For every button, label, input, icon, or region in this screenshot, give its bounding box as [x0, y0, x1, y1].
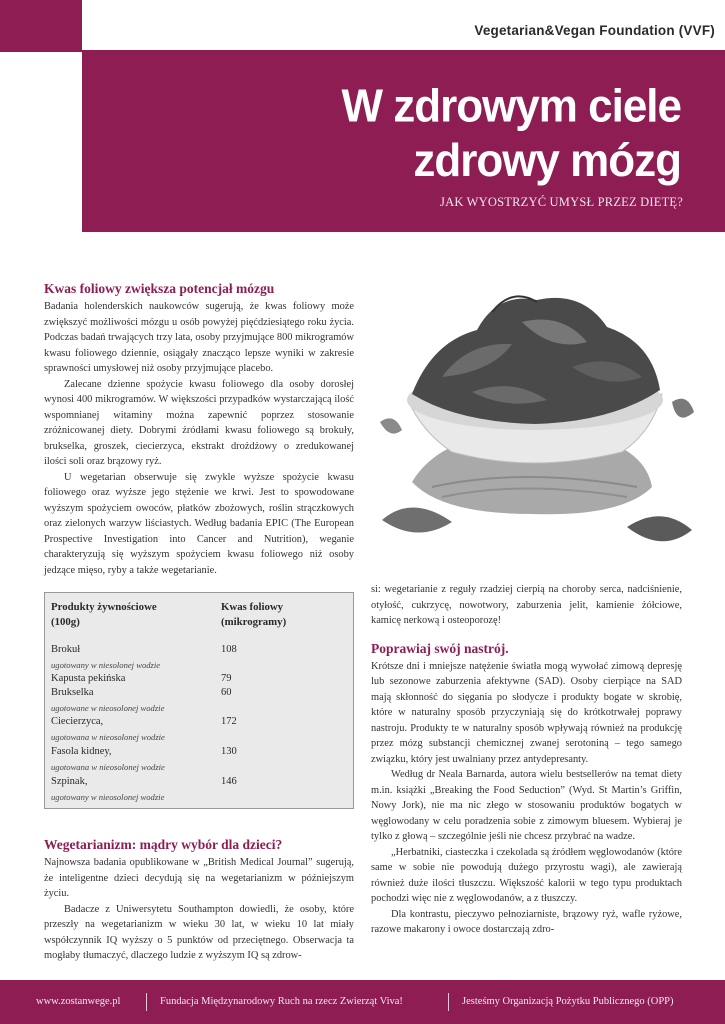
corner-block	[0, 0, 82, 52]
page-title	[341, 79, 681, 188]
table-row-note: ugotowana w nieosolonej wodzie	[51, 762, 165, 772]
table-header-products-line1: Produkty żywnościowe	[51, 601, 157, 613]
folic-acid-table	[44, 592, 354, 809]
spinach-bowl-illustration	[372, 282, 694, 578]
mood-paragraph-2: Według dr Neala Barnarda, autora wielu bestsellerów na temat diety m.in. książki „Breaking the Food Seduction” (Wyd. St Martin’s Griffin, Nowy Jork), nie ma nic złego w stosowaniu produktów bogatych w węglowodany w celu poradzenia sobie z zimowym bluesem. Wybieraj je tylko z głową – szczególnie jeśli nie chcesz przybrać na wadze.	[371, 769, 682, 842]
table-row-name: Kapusta pekińska	[51, 673, 126, 684]
table-header-products-line2: (100g)	[51, 616, 80, 628]
table-header-folic-line1: Kwas foliowy	[221, 601, 284, 613]
folic-acid-section	[44, 281, 354, 578]
footer-opp: Jesteśmy Organizacją Pożytku Publicznego (OPP)	[462, 996, 674, 1007]
table-row-value: 108	[221, 644, 237, 655]
title-banner	[82, 52, 725, 232]
table-header-products	[51, 600, 157, 630]
table-row-note: ugotowany w niesolonej wodzie	[51, 660, 161, 670]
continued-paragraph: si: wegetarianie z reguły rzadziej cierpią na choroby serca, nadciśnienie, otyłość, cukrzycę, nowotwory, zaburzenia jelit, kamienie żółciowe, kamicę nerkową i osteoporozę!	[371, 584, 682, 626]
footer-divider	[448, 993, 449, 1011]
kids-paragraph-2: Badacze z Uniwersytetu Southampton dowiedli, że osoby, które przeszły na wegetarianizm w wieku 30 lat, w wieku 10 lat miały współczynnik IQ wyższy o 5 punktów od przeciętnego. Obserwacja ta mogłaby tłumaczyć, dlaczego ludzie z wyższym IQ są zdrow-	[44, 903, 354, 961]
kids-paragraph-1: Najnowsza badania opublikowane w „British Medical Journal” sugerują, że inteligentne dzieci decydują się na wegetarianizm w późniejszym życiu.	[44, 857, 354, 899]
kids-heading: Wegetarianizm: mądry wybór dla dzieci?	[44, 837, 283, 852]
table-row-value: 60	[221, 687, 232, 698]
table-row-name: Brukselka	[51, 687, 94, 698]
table-row-name: Brokuł	[51, 644, 81, 655]
folic-acid-paragraph-2: Zalecane dzienne spożycie kwasu foliowego dla osoby dorosłej wynosi 400 mikrogramów. W większości przypadków wystarczającą ilość wspomnianej witaminy można zapewnić poprzez stosowanie zróżnicowanej diety. Dobrymi źródłami kwasu foliowego są brokuły, brukselka, groszek, ciecierzyca, ekstrakt drożdżowy o zredukowanej ilości soli oraz brązowy ryż.	[44, 378, 354, 467]
footer-website-link[interactable]: www.zostanwege.pl	[36, 996, 121, 1007]
mood-section	[371, 582, 682, 938]
folic-acid-heading: Kwas foliowy zwiększa potencjał mózgu	[44, 281, 275, 296]
mood-paragraph-1: Krótsze dni i mniejsze natężenie światła mogą wywołać zimową depresję lub sezonowe zaburzenia afektywne (SAD). Osoby cierpiące na SAD mają skłonność do sięgania po słodycze i produkty bogate w skrobię, które w naturalny sposób przyczyniają się do krótkotrwałej poprawy nastroju. Produkty te w naturalny sposób wpływają również na produkcję przez mózg substancji chemicznej zwanej serotoniną – tego samego związku, który jest uwalniany przez antydepresanty.	[371, 660, 682, 765]
title-line-2: zdrowy mózg	[413, 135, 681, 187]
mood-heading: Poprawiaj swój nastrój.	[371, 640, 509, 656]
folic-acid-paragraph-1: Badania holenderskich naukowców sugerują, że kwas foliowy może zwiększyć możliwości mózgu u osób powyżej pięćdziesiątego roku życia. Podczas badań trwających trzy lata, osoby przyjmujące 800 mikrogramów kwasu foliowego dziennie, osiągały znacząco lepsze wyniki w zakresie sprawności umysłowej niż osoby przyjmujące placebo.	[44, 301, 354, 374]
table-row-name: Fasola kidney,	[51, 746, 112, 757]
table-row-note: ugotowany w nieosolonej wodzie	[51, 792, 165, 802]
kids-section	[44, 837, 354, 964]
org-name: Vegetarian&Vegan Foundation (VVF)	[474, 23, 715, 38]
table-row-name: Ciecierzyca,	[51, 716, 104, 727]
table-row-value: 146	[221, 776, 237, 787]
spinach-bowl-photo	[372, 282, 694, 578]
table-row-note: ugotowana w nieosolonej wodzie	[51, 732, 165, 742]
page-subtitle: JAK WYOSTRZYĆ UMYSŁ PRZEZ DIETĘ?	[440, 195, 683, 209]
mood-paragraph-3: „Herbatniki, ciasteczka i czekolada są źródłem węglowodanów (które same w sobie nie powodują dużego przyrostu wagi), ale zawierają również duże ilości tłuszczu. Większość kalorii w tego typu produktach pochodzi więc nie z węglowodanów, a z tłuszczy.	[371, 846, 682, 904]
table-row-name: Szpinak,	[51, 776, 88, 787]
table-header-folic-line2: (mikrogramy)	[221, 616, 287, 628]
top-band	[82, 0, 725, 50]
table-header-folic	[221, 600, 286, 630]
table-row-value: 172	[221, 716, 237, 727]
folic-acid-paragraph-3: U wegetarian obserwuje się zwykle wyższe spożycie kwasu foliowego oraz wyższe jego stężenie we krwi. Jest to spowodowane wyższym spożyciem owoców, płatków zbożowych, roślin strączkowych oraz zielonych warzyw liściastych. Według badania EPIC (The European Prospective Investigation into Cancer and Nutrition), weganie charakteryzują się wyższym spożyciem kwasu foliowego niż osoby jedzące mięso, ryby a także wegetarianie.	[44, 471, 354, 576]
table-row-value: 79	[221, 673, 232, 684]
page-footer	[0, 980, 725, 1024]
title-line-1: W zdrowym ciele	[341, 80, 681, 132]
table-row-value: 130	[221, 746, 237, 757]
table-row-note: ugotowane w nieosolonej wodzie	[51, 703, 165, 713]
footer-divider	[146, 993, 147, 1011]
footer-foundation: Fundacja Międzynarodowy Ruch na rzecz Zwierząt Viva!	[160, 996, 403, 1007]
mood-paragraph-4: Dla kontrastu, pieczywo pełnoziarniste, brązowy ryż, wafle ryżowe, razowe makarony i owoce dostarczają zdro-	[371, 908, 682, 935]
